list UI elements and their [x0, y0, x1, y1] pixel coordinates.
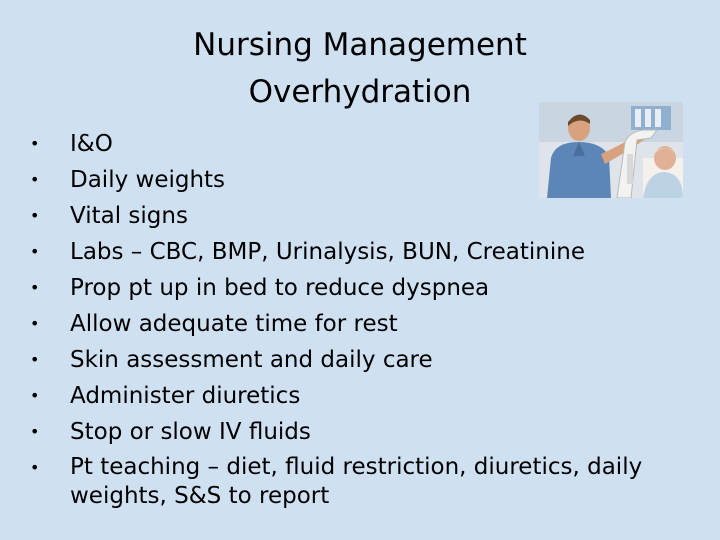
bullet-text: Labs – CBC, BMP, Urinalysis, BUN, Creatinine	[70, 239, 585, 265]
bullet-text: Skin assessment and daily care	[70, 347, 433, 373]
bullet-text: Stop or slow IV fluids	[70, 419, 311, 445]
list-item	[30, 342, 700, 378]
bullet-text: Daily weights	[70, 167, 226, 193]
bullet-text: Administer diuretics	[70, 383, 301, 409]
title-line-2: Overhydration	[248, 74, 472, 110]
bullet-text: Vital signs	[70, 203, 188, 229]
list-item	[30, 198, 700, 234]
list-item	[30, 270, 700, 306]
bullet-icon: •	[30, 314, 40, 333]
title-line-1: Nursing Management	[193, 27, 527, 63]
list-item	[30, 234, 700, 270]
bullet-icon: •	[30, 206, 40, 225]
list-item	[30, 378, 700, 414]
bullet-text: Allow adequate time for rest	[70, 311, 398, 337]
bullet-text: I&O	[70, 131, 113, 157]
slide-title	[120, 22, 600, 116]
bullet-icon: •	[30, 170, 40, 189]
list-item	[30, 306, 700, 342]
bullet-list	[30, 126, 700, 511]
bullet-icon: •	[30, 242, 40, 261]
bullet-icon: •	[30, 386, 40, 405]
list-item	[30, 450, 700, 511]
bullet-icon: •	[30, 134, 40, 153]
bullet-icon: •	[30, 350, 40, 369]
bullet-icon: •	[30, 422, 40, 441]
bullet-text: Pt teaching – diet, fluid restriction, diuretics, daily weights, S&S to report	[70, 454, 643, 509]
bullet-icon: •	[30, 458, 40, 477]
bullet-text: Prop pt up in bed to reduce dyspnea	[70, 275, 490, 301]
list-item	[30, 414, 700, 450]
list-item	[30, 162, 700, 198]
list-item	[30, 126, 700, 162]
bullet-icon: •	[30, 278, 40, 297]
